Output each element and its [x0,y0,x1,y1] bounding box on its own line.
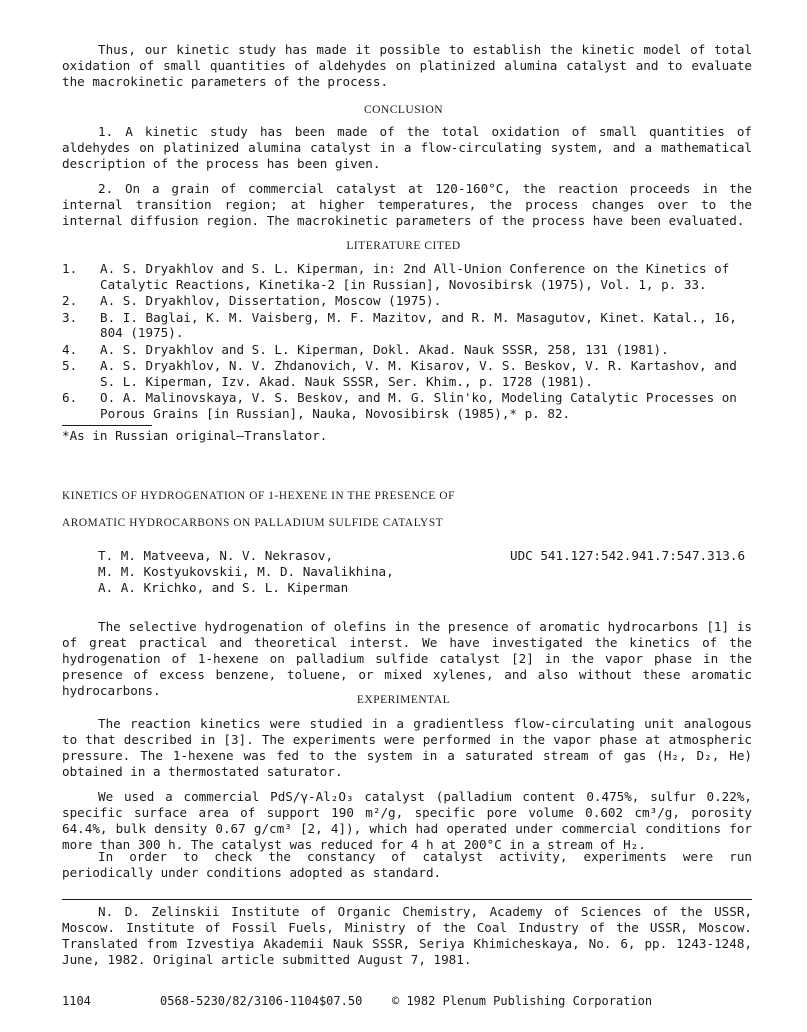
reference-number: 2. [62,293,78,308]
reference-item [62,293,757,309]
reference-number: 1. [62,261,78,276]
authors-line: T. M. Matveeva, N. V. Nekrasov, [98,548,334,563]
conclusion-item-2: 2. On a grain of commercial catalyst at 120-160°C, the reaction proceeds in the internal transition region; at higher temperatures, the process changes over to the internal diffusion region. The macrokinetic parameters of the process have been evaluated. [62,181,752,228]
authors-line: A. A. Krichko, and S. L. Kiperman [98,580,349,595]
reference-item [62,342,757,358]
intro-paragraph: Thus, our kinetic study has made it possible to establish the kinetic model of total oxidation of small quantities of aldehydes on platinized alumina catalyst and to evaluate the macrokinetic parameters of the process. [62,42,752,89]
reference-text: A. S. Dryakhlov and S. L. Kiperman, in: 2nd All-Union Conference on the Kinetics of Catalytic Reactions, Kinetika-2 [in Russian], Novosibirsk (1975), Vol. 1, p. 33. [100,261,730,292]
page-number: 1104 [62,994,91,1008]
experimental-paragraph-2: We used a commercial PdS/γ-Al₂O₃ catalyst (palladium content 0.475%, sulfur 0.22%, specific surface area of support 190 m²/g, specific pore volume 0.602 cm³/g, porosity 64.4%, bulk density 0.67 g/cm³ [2, 4]), which had operated under commercial conditions for more than 300 h. The catalyst was reduced for 4 h at 200°C in a stream of H₂. [62,789,752,852]
footnote: *As in Russian original—Translator. [62,428,328,443]
affiliation-rule [62,899,752,900]
reference-text: A. S. Dryakhlov, Dissertation, Moscow (1975). [100,293,442,308]
authors [98,548,394,596]
reference-number: 4. [62,341,78,357]
reference-number: 5. [62,358,78,373]
reference-number: 3. [62,309,78,325]
conclusion-item-1: 1. A kinetic study has been made of the total oxidation of small quantities of aldehydes on platinized alumina catalyst in a flow-circulating system, and a mathematical description of the process has been given. [62,124,752,171]
reference-text: A. S. Dryakhlov, N. V. Zhdanovich, V. M. Kisarov, V. S. Beskov, V. R. Kartashov, and S. L. Kiperman, Izv. Akad. Nauk SSSR, Ser. Khim., p. 1728 (1981). [100,358,737,389]
reference-item [62,390,757,421]
footnote-rule [62,425,152,426]
reference-text: B. I. Baglai, K. M. Vaisberg, M. F. Mazitov, and R. M. Masagutov, Kinet. Katal., 16, 804 (1975). [100,309,737,340]
copyright: © 1982 Plenum Publishing Corporation [392,994,653,1008]
conclusion-heading: CONCLUSION [363,104,444,116]
reference-item [62,358,757,389]
reference-text: A. S. Dryakhlov and S. L. Kiperman, Dokl. Akad. Nauk SSSR, 258, 131 (1981). [100,341,669,357]
reference-item [62,261,757,292]
experimental-paragraph-3: In order to check the constancy of catalyst activity, experiments were run periodically under conditions adopted as standard. [62,849,752,880]
reference-text: O. A. Malinovskaya, V. S. Beskov, and M. G. Slin'ko, Modeling Catalytic Processes on Porous Grains [in Russian], Nauka, Novosibirsk (1985),* p. 82. [100,390,737,421]
article-title-line-1: KINETICS OF HYDROGENATION OF 1-HEXENE IN THE PRESENCE OF [62,490,456,502]
literature-heading: LITERATURE CITED [346,240,461,252]
reference-list [62,261,757,422]
reference-number: 6. [62,390,78,405]
affiliation-note: N. D. Zelinskii Institute of Organic Chemistry, Academy of Sciences of the USSR, Moscow. Institute of Fossil Fuels, Ministry of the Coal Industry of the USSR, Moscow. Translated from Izvestiya Akademii Nauk SSSR, Seriya Khimicheskaya, No. 6, pp. 1243-1248, June, 1982. Original article submitted August 7, 1981. [62,904,752,967]
abstract: The selective hydrogenation of olefins in the presence of aromatic hydrocarbons [1] is of great practical and theoretical interst. We have investigated the kinetics of the hydrogenation of 1-hexene on palladium sulfide catalyst [2] in the vapor phase in the presence of excess benzene, toluene, or mixed xylenes, and also without these aromatic hydrocarbons. [62,619,752,698]
authors-line: M. M. Kostyukovskii, M. D. Navalikhina, [98,564,394,579]
experimental-paragraph-1: The reaction kinetics were studied in a gradientless flow-circulating unit analogous to that described in [3]. The experiments were performed in the vapor phase at atmospheric pressure. The 1-hexene was fed to the system in a saturated stream of gas (H₂, D₂, He) obtained in a thermostated saturator. [62,716,752,779]
reference-item [62,310,757,341]
udc-code: UDC 541.127:542.941.7:547.313.6 [510,548,746,563]
experimental-heading: EXPERIMENTAL [356,694,451,706]
article-code: 0568-5230/82/3106-1104$07.50 [160,994,363,1008]
article-title-line-2: AROMATIC HYDROCARBONS ON PALLADIUM SULFIDE CATALYST [62,517,444,529]
